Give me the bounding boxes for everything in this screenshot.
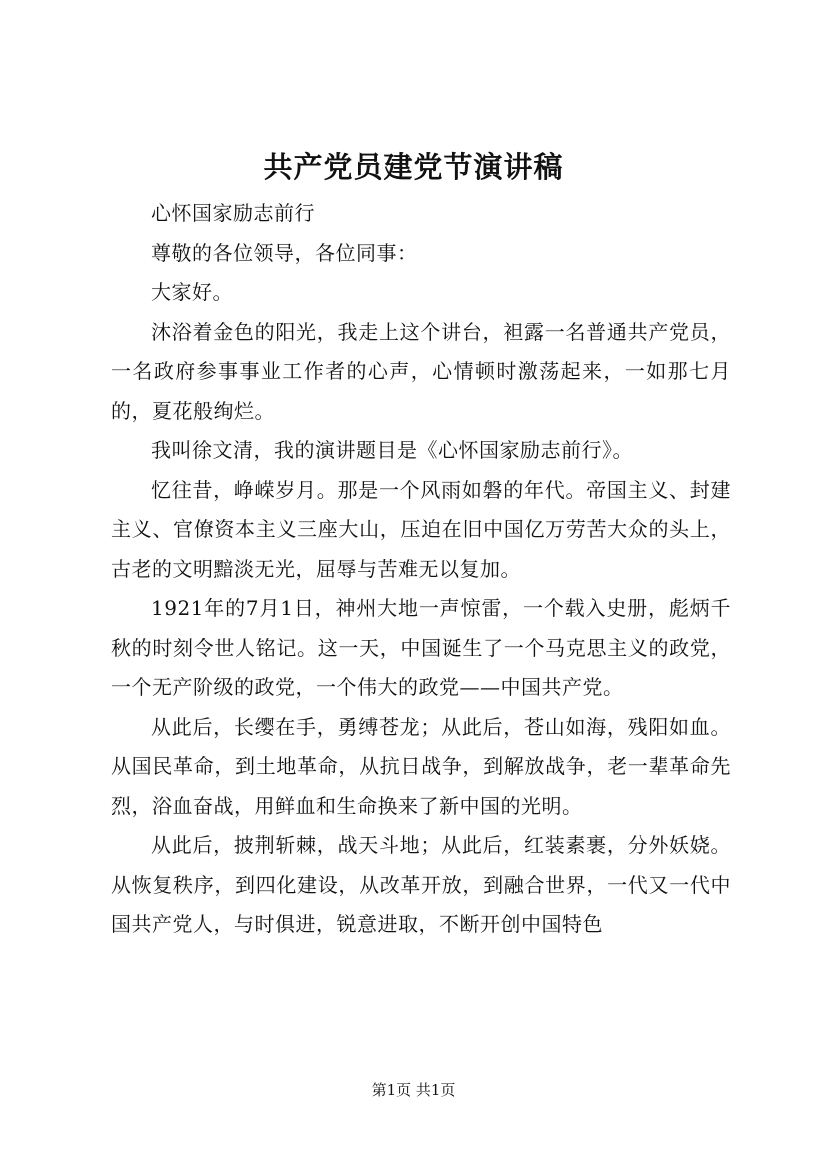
document-title: 共产党员建党节演讲稿: [263, 150, 564, 184]
paragraph-construction: 从此后，披荆斩棘，战天斗地；从此后，红装素裹，分外妖娆。从恢复秩序，到四化建设，从改革开放，到融合世界，一代又一代中国共产党人，与时俱进，锐意进取，不断开创中国特色: [111, 833, 731, 936]
paragraph-intro: 沐浴着金色的阳光，我走上这个讲台，袒露一名普通共产党员，一名政府参事事业工作者的心声，心情顿时激荡起来，一如那七月的，夏花般绚烂。: [111, 319, 731, 423]
document-body: [111, 194, 731, 945]
paragraph-revolution: 从此后，长缨在手，勇缚苍龙；从此后，苍山如海，残阳如血。从国民革命，到土地革命，从抗日战争，到解放战争，老一辈革命先烈，浴血奋战，用鲜血和生命换来了新中国的光明。: [111, 714, 731, 818]
paragraph-subtitle: 心怀国家励志前行: [151, 201, 315, 225]
paragraph-history: 忆往昔，峥嵘岁月。那是一个风雨如磐的年代。帝国主义、封建主义、官僚资本主义三座大山，压迫在旧中国亿万劳苦大众的头上，古老的文明黯淡无光，屈辱与苦难无以复加。: [111, 477, 731, 581]
paragraph-founding: 1921年的7月1日，神州大地一声惊雷，一个载入史册，彪炳千秋的时刻令世人铭记。这一天，中国诞生了一个马克思主义的政党，一个无产阶级的政党，一个伟大的政党——中国共产党。: [111, 596, 731, 699]
paragraph-salutation: 尊敬的各位领导，各位同事：: [151, 240, 418, 265]
page-number-footer: 第1页 共1页: [371, 1081, 456, 1099]
paragraph-greeting: 大家好。: [151, 280, 233, 304]
paragraph-self-intro: 我叫徐文清，我的演讲题目是《心怀国家励志前行》。: [151, 438, 633, 462]
